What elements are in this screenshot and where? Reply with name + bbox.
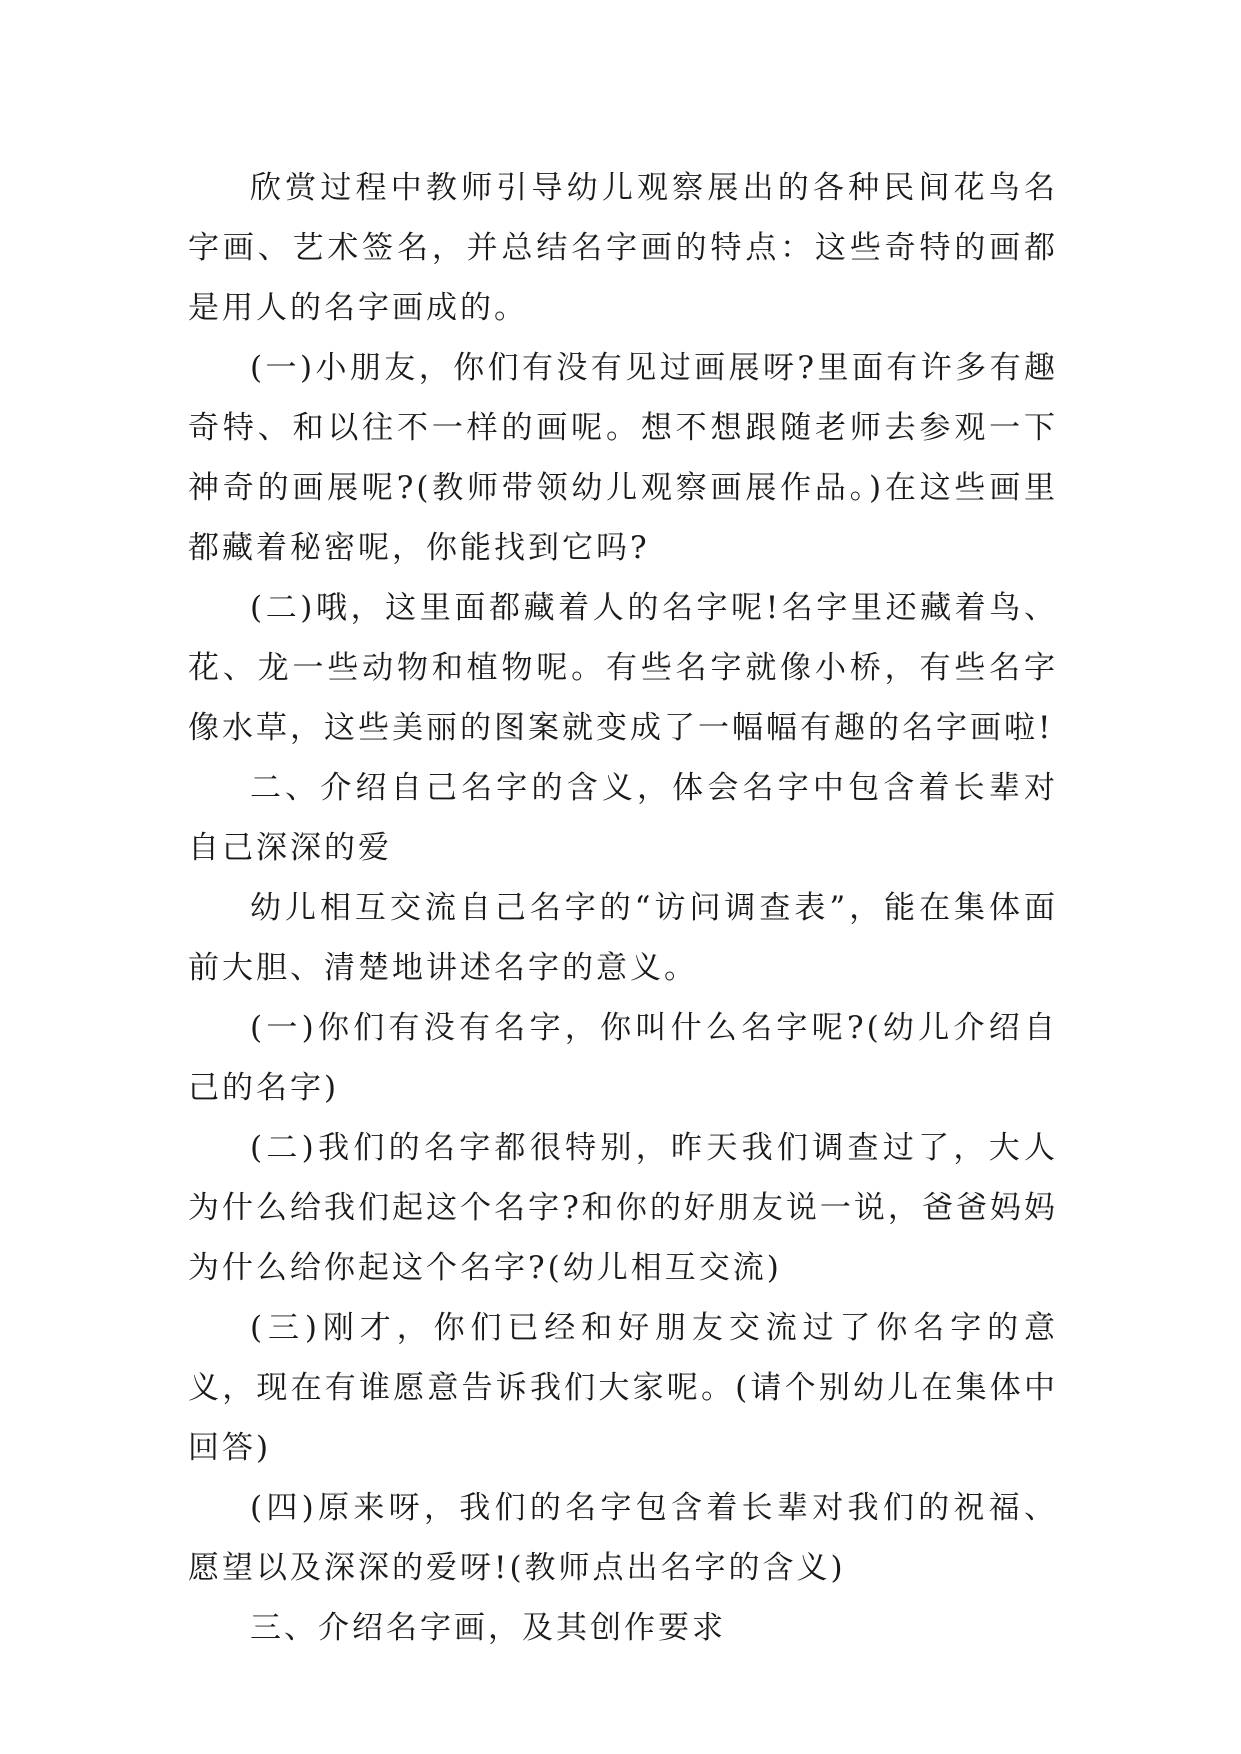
section-heading-3: 三、介绍名字画，及其创作要求 (250, 1610, 726, 1646)
paragraph-step-2: (二)我们的名字都很特别，昨天我们调查过了，大人为什么给我们起这个名字?和你的好朋友说一说，爸爸妈妈为什么给你起这个名字?(幼儿相互交流) (188, 1130, 1058, 1286)
paragraph-appreciation: 欣赏过程中教师引导幼儿观察展出的各种民间花鸟名字画、艺术签名，并总结名字画的特点：这些奇特的画都是用人的名字画成的。 (188, 170, 1058, 326)
section-heading-2: 二、介绍自己名字的含义，体会名字中包含着长辈对自己深深的爱 (188, 770, 1058, 866)
paragraph-exhibition-question: (一)小朋友，你们有没有见过画展呀?里面有许多有趣奇特、和以往不一样的画呢。想不想跟随老师去参观一下神奇的画展呢?(教师带领幼儿观察画展作品。)在这些画里都藏着秘密呢，你能找到它吗? (188, 350, 1058, 566)
document-body (188, 158, 1058, 1658)
paragraph-survey-exchange: 幼儿相互交流自己名字的“访问调查表”，能在集体面前大胆、清楚地讲述名字的意义。 (188, 890, 1058, 986)
paragraph-hidden-names: (二)哦，这里面都藏着人的名字呢!名字里还藏着鸟、花、龙一些动物和植物呢。有些名字就像小桥，有些名字像水草，这些美丽的图案就变成了一幅幅有趣的名字画啦! (188, 590, 1058, 746)
paragraph-step-4: (四)原来呀，我们的名字包含着长辈对我们的祝福、愿望以及深深的爱呀!(教师点出名字的含义) (188, 1490, 1058, 1586)
paragraph-step-1: (一)你们有没有名字，你叫什么名字呢?(幼儿介绍自己的名字) (188, 1010, 1058, 1106)
paragraph-step-3: (三)刚才，你们已经和好朋友交流过了你名字的意义，现在有谁愿意告诉我们大家呢。(请个别幼儿在集体中回答) (188, 1310, 1058, 1466)
